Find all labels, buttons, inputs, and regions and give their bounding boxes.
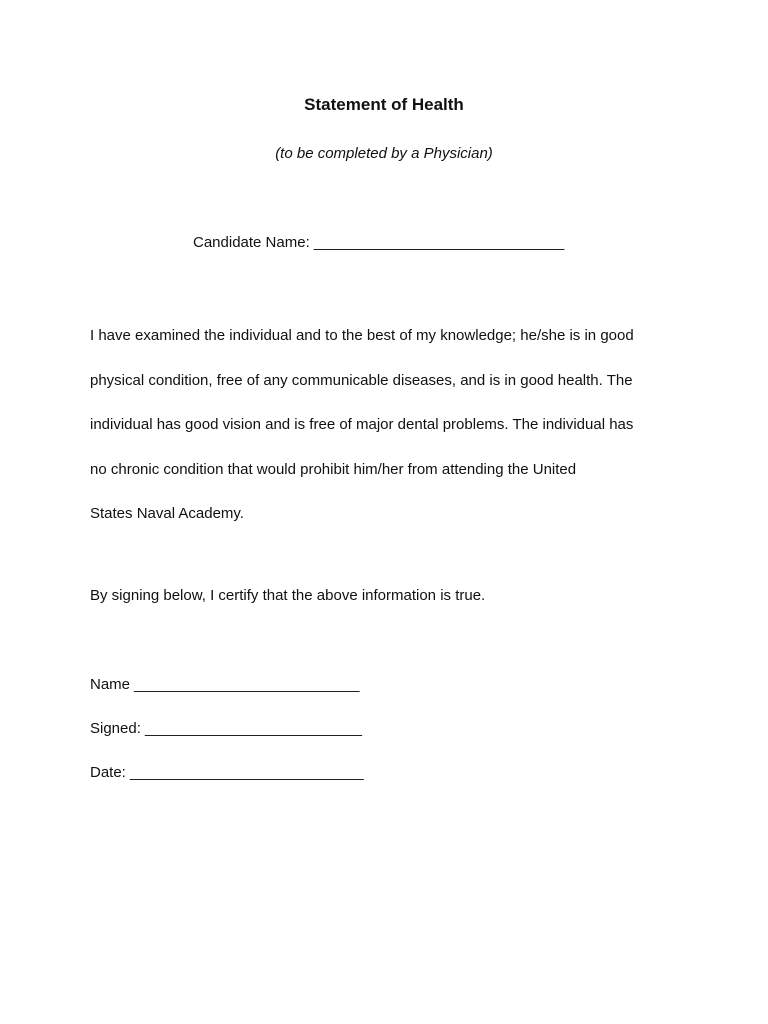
statement-line: individual has good vision and is free of major dental problems. The individual has <box>90 416 634 433</box>
signed-signature-line: Signed: __________________________ <box>90 720 362 737</box>
date-signature-line: Date: ____________________________ <box>90 764 364 781</box>
statement-paragraph <box>90 314 690 537</box>
candidate-name-line: Candidate Name: ______________________________ <box>193 234 565 251</box>
statement-line: no chronic condition that would prohibit him/her from attending the United <box>90 460 577 478</box>
certification-statement: By signing below, I certify that the above information is true. <box>90 587 486 604</box>
document-subtitle: (to be completed by a Physician) <box>275 145 493 162</box>
statement-line: physical condition, free of any communicable diseases, and is in good health. The <box>90 371 633 389</box>
statement-line: States Naval Academy. <box>90 505 244 522</box>
document-title: Statement of Health <box>304 95 464 114</box>
name-signature-line: Name ___________________________ <box>90 676 360 693</box>
statement-line: I have examined the individual and to the best of my knowledge; he/she is in good <box>90 327 634 344</box>
